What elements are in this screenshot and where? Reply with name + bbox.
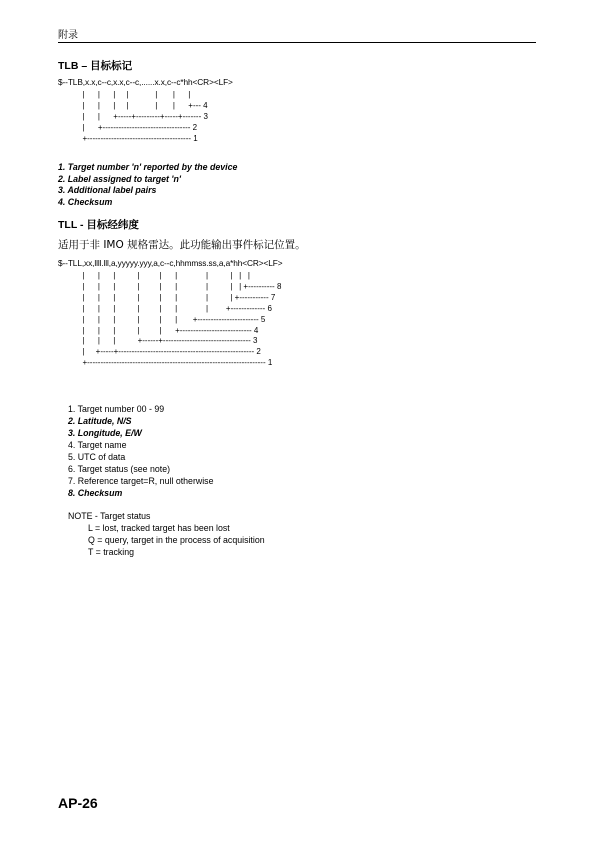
- tlb-field-list: [58, 162, 237, 208]
- note-line-tracking: T = tracking: [88, 547, 135, 557]
- tlb-field-2: 2. Label assigned to target 'n': [58, 173, 181, 184]
- tll-field-3: 3. Longitude, E/W: [68, 428, 142, 438]
- page-number: AP-26: [58, 795, 98, 811]
- tll-status-note: [68, 510, 265, 558]
- header-divider: [58, 42, 536, 43]
- tll-field-list: [68, 403, 213, 499]
- tlb-heading: TLB – 目标标记: [58, 60, 133, 72]
- tlb-field-1: 1. Target number 'n' reported by the device: [58, 162, 238, 172]
- tll-field-7: 7. Reference target=R, null otherwise: [68, 476, 214, 486]
- tll-field-2: 2. Latitude, N/S: [68, 416, 132, 426]
- tll-field-5: 5. UTC of data: [68, 452, 126, 462]
- tll-field-8: 8. Checksum: [68, 488, 123, 498]
- tlb-sentence-format: $--TLB,x.x,c--c,x.x,c--c,......x.x,c--c*hh<CR><LF>: [58, 77, 233, 87]
- tll-field-6: 6. Target status (see note): [68, 464, 171, 474]
- tlb-field-diagram: | | | | | | | | | | | | | +--- 4 | | +-----+---------+-----+------- 3 | +--------------------------------- 2 +--------------------------------------- 1: [82, 90, 208, 143]
- tlb-field-3: 3. Additional label pairs: [58, 185, 157, 196]
- tll-field-4: 4. Target name: [68, 440, 127, 450]
- tll-heading: TLL - 目标经纬度: [58, 219, 139, 231]
- note-line-query: Q = query, target in the process of acquisition: [88, 535, 265, 545]
- tll-intro: 适用于非 IMO 规格雷达。此功能输出事件标记位置。: [58, 239, 306, 251]
- tlb-field-4: 4. Checksum: [58, 196, 113, 207]
- note-line-lost: L = lost, tracked target has been lost: [88, 523, 230, 533]
- note-title: NOTE - Target status: [68, 511, 151, 521]
- tll-field-diagram: | | | | | | | | | | | | | | | | | | | +---------- 8 | | | | | | | | +----------- 7 | | | | | | | +------------- 6 | | | | | | +----------------------- 5 | | | | | +--------------------------- 4 | | | +------+--------------------------------- 3 | +-----+--------------------------------------------------- 2 +------------------------------------------------------------------- 1: [82, 271, 282, 368]
- tll-field-1: 1. Target number 00 - 99: [68, 404, 165, 414]
- section-header: 附录: [58, 30, 78, 41]
- tll-sentence-format: $--TLL,xx,llll.lll,a,yyyyy.yyy,a,c--c,hhmmss.ss,a,a*hh<CR><LF>: [58, 258, 283, 268]
